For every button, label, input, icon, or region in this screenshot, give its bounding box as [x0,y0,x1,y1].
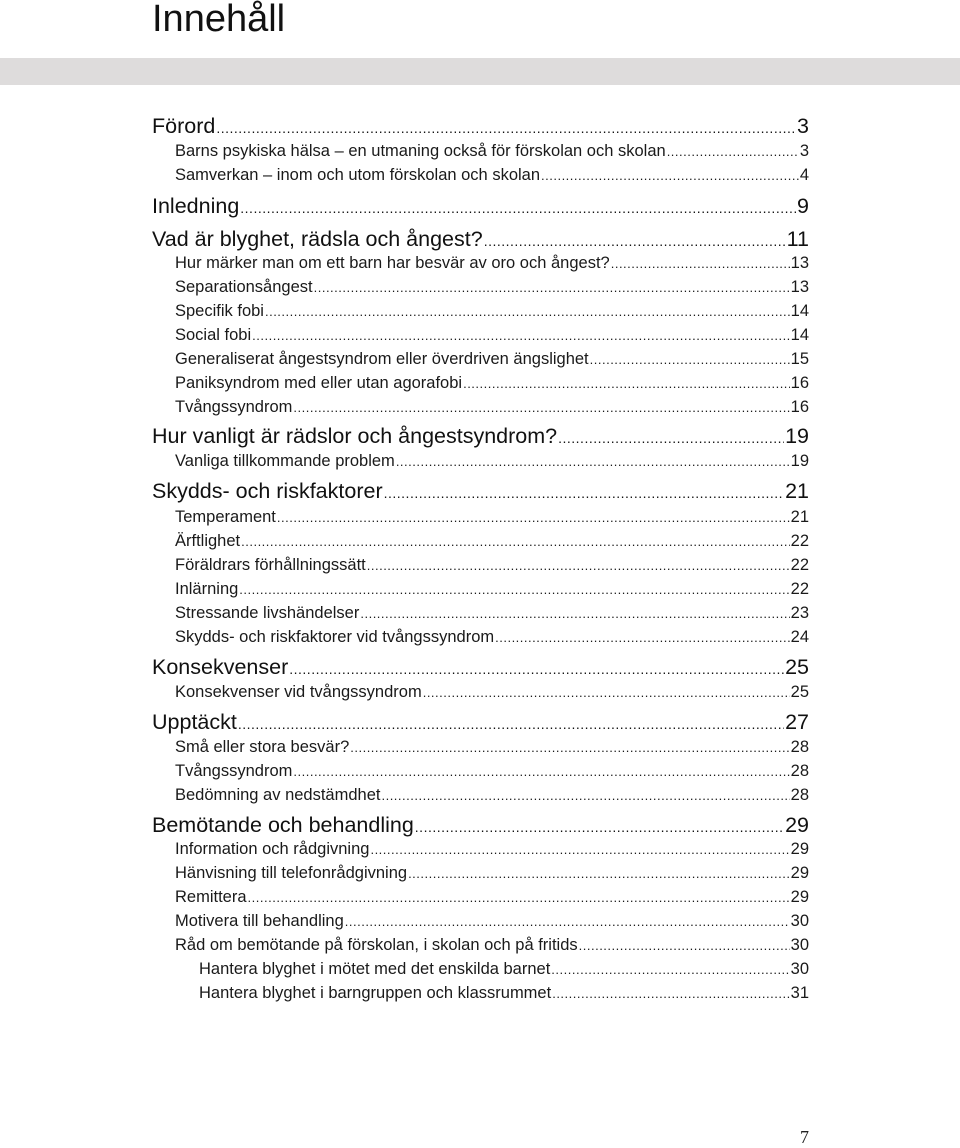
toc-entry-page: 30 [790,912,809,930]
toc-entry-label: Förord [152,114,216,138]
toc-entry-label: Konsekvenser [152,655,289,679]
toc-entry-page: 22 [790,580,809,598]
dot-leader [265,304,790,319]
toc-entry-label: Paniksyndrom med eller utan agorafobi [175,374,463,392]
toc-entry-level-2 [175,556,809,575]
dot-leader [370,842,789,857]
toc-entry-level-1 [152,813,809,838]
toc-entry-page: 25 [790,683,809,701]
dot-leader [495,630,790,645]
dot-leader [252,328,790,343]
toc-entry-level-2 [175,840,809,859]
dot-leader [289,661,784,677]
toc-entry-page: 24 [790,628,809,646]
toc-entry-label: Skydds- och riskfaktorer vid tvångssyndrom [175,628,495,646]
dot-leader [558,430,784,446]
toc-entry-label: Information och rådgivning [175,840,370,858]
dot-leader [423,685,790,700]
dot-leader [314,280,790,295]
toc-entry-label: Social fobi [175,326,252,344]
dot-leader [396,454,790,469]
toc-entry-label: Samverkan – inom och utom förskolan och skolan [175,166,541,184]
toc-entry-label: Små eller stora besvär? [175,738,350,756]
toc-entry-level-2 [175,786,809,805]
toc-entry-label: Hur märker man om ett barn har besvär av oro och ångest? [175,254,610,272]
dot-leader [551,962,789,977]
toc-entry-level-2 [175,166,809,185]
toc-entry-label: Remittera [175,888,247,906]
dot-leader [277,510,790,525]
toc-entry-page: 29 [790,840,809,858]
toc-entry-level-1 [152,479,809,504]
toc-entry-level-2 [175,936,809,955]
dot-leader [408,866,790,881]
toc-entry-level-1 [152,227,809,252]
page-title: Innehåll [152,0,286,40]
toc-entry-page: 11 [786,227,809,251]
toc-entry-level-2 [175,532,809,551]
toc-entry-page: 22 [790,532,809,550]
toc-entry-page: 4 [799,166,809,184]
toc-entry-level-2 [175,628,809,647]
dot-leader [241,534,790,549]
toc-entry-page: 3 [797,114,809,138]
toc-entry-label: Hänvisning till telefonrådgivning [175,864,408,882]
toc-entry-level-2 [175,452,809,471]
toc-entry-page: 30 [790,936,809,954]
dot-leader [360,606,789,621]
dot-leader [216,120,796,136]
toc-entry-label: Råd om bemötande på förskolan, i skolan och på fritids [175,936,578,954]
toc-entry-label: Skydds- och riskfaktorer [152,479,383,503]
page-number: 7 [800,1127,809,1147]
dot-leader [345,914,790,929]
toc-entry-level-2 [175,508,809,527]
dot-leader [240,200,796,216]
toc-entry-level-1 [152,655,809,680]
toc-entry-label: Inledning [152,194,240,218]
toc-entry-page: 28 [790,762,809,780]
toc-entry-level-2 [175,326,809,345]
toc-entry-page: 3 [799,142,809,160]
toc-entry-level-3 [199,984,809,1003]
toc-entry-page: 25 [785,655,809,679]
toc-entry-level-2 [175,142,809,161]
toc-entry-page: 19 [785,424,809,448]
toc-entry-label: Bedömning av nedstämdhet [175,786,381,804]
toc-entry-label: Hur vanligt är rädslor och ångestsyndrom? [152,424,558,448]
toc-entry-label: Stressande livshändelser [175,604,360,622]
toc-entry-level-2 [175,374,809,393]
dot-leader [381,788,789,803]
dot-leader [611,256,790,271]
toc-entry-level-2 [175,302,809,321]
dot-leader [667,144,799,159]
dot-leader [463,376,790,391]
dot-leader [293,764,789,779]
toc-entry-level-2 [175,604,809,623]
toc-entry-label: Upptäckt [152,710,237,734]
toc-entry-page: 29 [790,864,809,882]
dot-leader [367,558,790,573]
toc-entry-level-2 [175,912,809,931]
toc-entry-label: Föräldrars förhållningssätt [175,556,366,574]
toc-entry-page: 28 [790,786,809,804]
toc-entry-page: 31 [790,984,809,1002]
toc-entry-label: Inlärning [175,580,239,598]
dot-leader [248,890,790,905]
toc-entry-page: 23 [790,604,809,622]
toc-entry-level-2 [175,278,809,297]
dot-leader [239,582,789,597]
toc-entry-page: 27 [785,710,809,734]
toc-entry-level-2 [175,580,809,599]
dot-leader [293,400,789,415]
toc-entry-label: Generaliserat ångestsyndrom eller överdriven ängslighet [175,350,589,368]
dot-leader [579,938,790,953]
toc-entry-page: 29 [785,813,809,837]
toc-entry-page: 15 [790,350,809,368]
dot-leader [350,740,789,755]
toc-entry-page: 22 [790,556,809,574]
toc-entry-label: Specifik fobi [175,302,264,320]
toc-entry-label: Vanliga tillkommande problem [175,452,395,470]
toc-entry-page: 29 [790,888,809,906]
toc-entry-level-1 [152,424,809,449]
toc-entry-level-2 [175,683,809,702]
toc-entry-label: Vad är blyghet, rädsla och ångest? [152,227,483,251]
toc-entry-page: 21 [790,508,809,526]
toc-entry-page: 28 [790,738,809,756]
toc-entry-level-2 [175,864,809,883]
toc-entry-page: 19 [790,452,809,470]
dot-leader [552,986,789,1001]
toc-entry-page: 21 [785,479,809,503]
toc-entry-level-1 [152,114,809,139]
toc-entry-page: 14 [790,302,809,320]
dot-leader [415,819,784,835]
toc-entry-page: 14 [790,326,809,344]
dot-leader [590,352,790,367]
toc-entry-label: Temperament [175,508,276,526]
toc-entry-page: 13 [790,278,809,296]
toc-entry-level-2 [175,398,809,417]
toc-entry-label: Barns psykiska hälsa – en utmaning också för förskolan och skolan [175,142,666,160]
toc-entry-level-2 [175,738,809,757]
toc-entry-level-3 [199,960,809,979]
toc-entry-page: 30 [790,960,809,978]
dot-leader [384,485,784,501]
toc-entry-label: Hantera blyghet i barngruppen och klassrummet [199,984,552,1002]
toc-entry-level-1 [152,194,809,219]
dot-leader [238,716,784,732]
toc-entry-label: Separationsångest [175,278,313,296]
toc-entry-level-2 [175,888,809,907]
toc-entry-page: 16 [790,398,809,416]
toc-entry-level-2 [175,350,809,369]
toc-entry-level-2 [175,254,809,273]
toc-entry-label: Hantera blyghet i mötet med det enskilda barnet [199,960,551,978]
toc-entry-page: 16 [790,374,809,392]
toc-entry-page: 9 [797,194,809,218]
toc-entry-page: 13 [790,254,809,272]
toc-entry-level-2 [175,762,809,781]
toc-entry-label: Bemötande och behandling [152,813,414,837]
toc-entry-label: Ärftlighet [175,532,241,550]
toc-entry-level-1 [152,710,809,735]
toc-entry-label: Tvångssyndrom [175,762,293,780]
dot-leader [541,168,799,183]
dot-leader [484,233,786,249]
toc-entry-label: Motivera till behandling [175,912,344,930]
toc-entry-label: Tvångssyndrom [175,398,293,416]
toc-entry-label: Konsekvenser vid tvångssyndrom [175,683,422,701]
